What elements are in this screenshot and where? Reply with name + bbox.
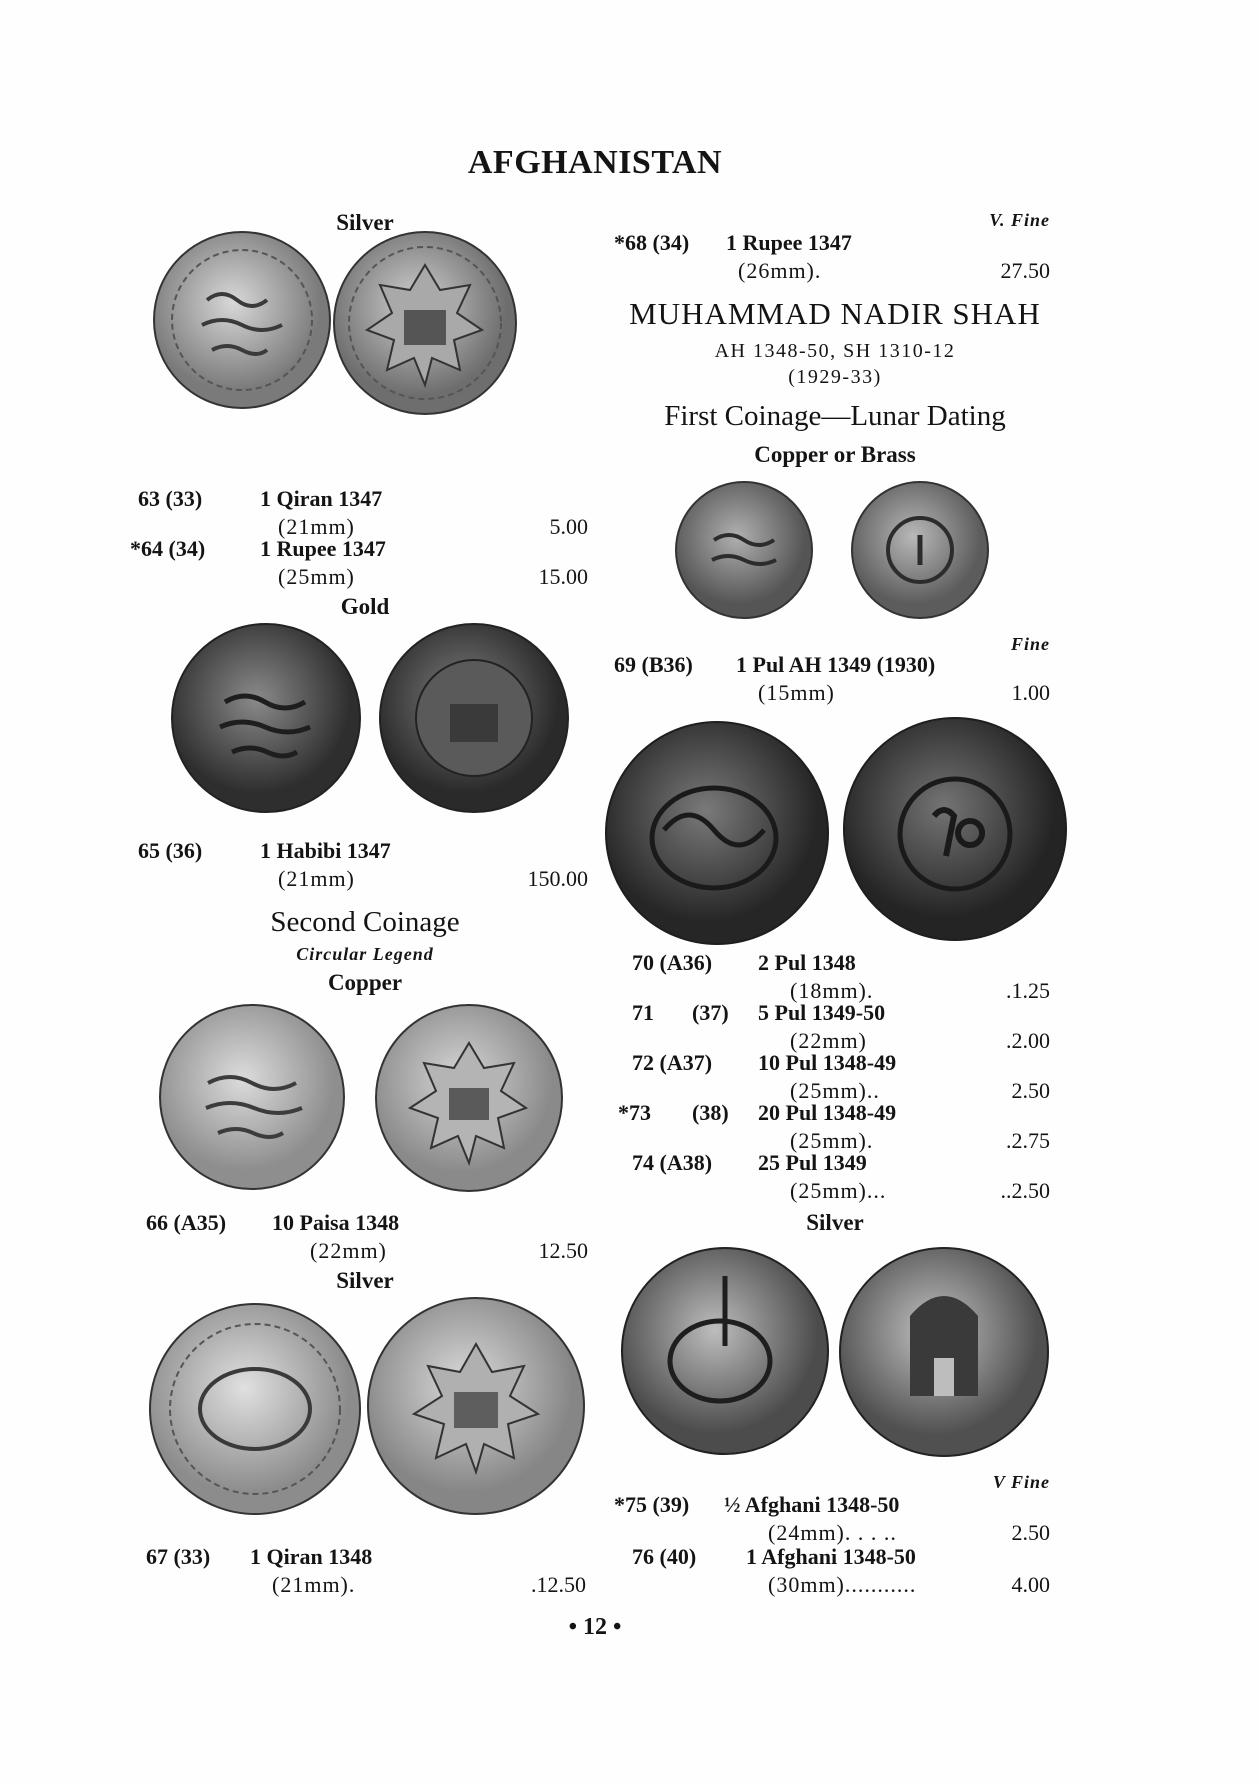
ruler-heading: MUHAMMAD NADIR SHAH (629, 296, 1041, 331)
page-number: • 12 • (568, 1614, 622, 1640)
coin-20-pul-obverse-image (604, 720, 830, 946)
coin-20-pul-reverse-image (842, 716, 1068, 942)
coin-pul-reverse-image (850, 480, 990, 620)
section-header-copper-brass: Copper or Brass (754, 442, 916, 467)
coin-qiran-1348-obverse-image (148, 1302, 362, 1516)
grade-label-fine: Fine (1010, 634, 1050, 654)
coin-rupee-reverse-image (332, 230, 518, 416)
coin-paisa-obverse-image (158, 1003, 346, 1191)
section-header-copper: Copper (327, 970, 403, 995)
coin-afghani-obverse-image (620, 1246, 830, 1456)
section-header-silver: Silver (336, 210, 394, 235)
coin-afghani-reverse-image (838, 1246, 1050, 1458)
section-subheader-circular-legend: Circular Legend (296, 944, 434, 964)
grade-label-vfine-2: V Fine (992, 1472, 1050, 1492)
grade-label-vfine: V. Fine (989, 210, 1050, 230)
section-header-silver-2: Silver (336, 1268, 394, 1293)
coin-paisa-reverse-image (374, 1003, 564, 1193)
coin-habibi-obverse-image (170, 622, 362, 814)
coin-qiran-1348-reverse-image (366, 1296, 586, 1516)
coin-qiran-obverse-image (152, 230, 332, 410)
page-title: AFGHANISTAN (467, 144, 723, 181)
section-header-first-coinage: First Coinage—Lunar Dating (664, 400, 1006, 432)
coin-habibi-reverse-image (378, 622, 570, 814)
section-header-gold: Gold (340, 594, 390, 619)
section-header-silver-right: Silver (806, 1210, 864, 1235)
coin-pul-obverse-image (674, 480, 814, 620)
section-header-second-coinage: Second Coinage (270, 906, 460, 938)
ruler-dates: AH 1348-50, SH 1310-12 (714, 340, 956, 362)
ruler-dates-ad: (1929-33) (788, 366, 882, 388)
